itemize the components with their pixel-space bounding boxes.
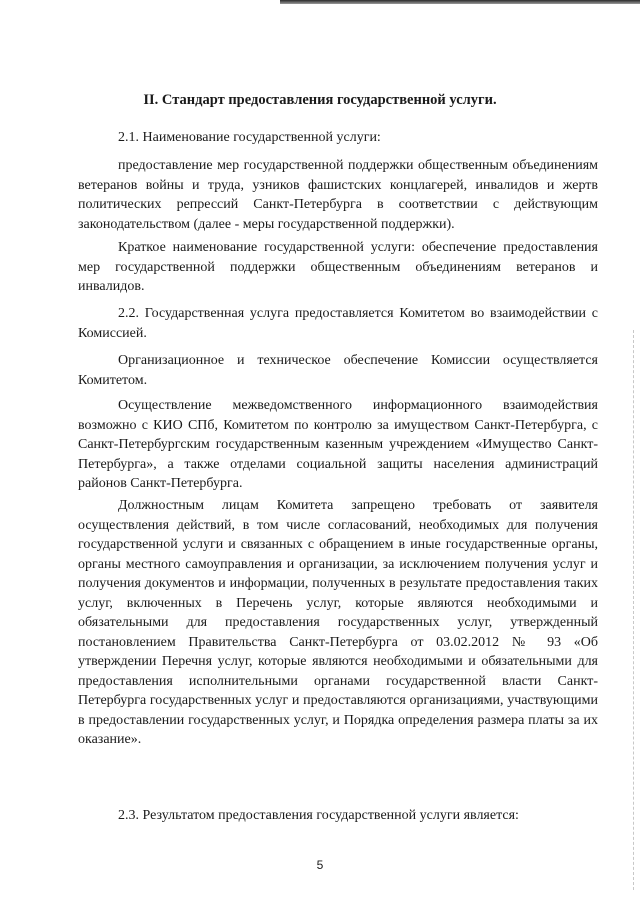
service-result-paragraph: 2.3. Результатом предоставления государственной услуги является: <box>118 808 519 823</box>
organizational-support-paragraph: Организационное и техническое обеспечение Комиссии осуществляется Комитетом. <box>78 353 598 388</box>
service-name-label: 2.1. Наименование государственной услуги: <box>118 130 381 145</box>
scan-margin-marks <box>632 330 634 890</box>
scan-edge-shadow <box>280 0 640 4</box>
page-number: 5 <box>316 858 324 872</box>
section-heading: II. Стандарт предоставления государственной услуги. <box>143 92 497 108</box>
service-provider-paragraph: 2.2. Государственная услуга предоставляется Комитетом во взаимодействии с Комиссией. <box>78 306 598 341</box>
service-name-paragraph: предоставление мер государственной поддержки общественным объединениям ветеранов войны и труда, узников фашистских концлагерей, инвалидов и жертв политических репрессий Санкт-Петербурга в соответствии с действующим законодательством (далее - меры государственной поддержки). <box>78 158 598 232</box>
short-name-paragraph: Краткое наименование государственной услуги: обеспечение предоставления мер государственной поддержки общественным объединениям ветеранов и инвалидов. <box>78 240 598 294</box>
interagency-interaction-paragraph: Осуществление межведомственного информационного взаимодействия возможно с КИО СПб, Комитетом по контролю за имуществом Санкт-Петербурга, с Санкт-Петербургским государственным казенным учреждением «Имущество Санкт-Петербурга», а также отделами социальной защиты населения администраций районов Санкт-Петербурга. <box>78 398 598 491</box>
prohibition-paragraph: Должностным лицам Комитета запрещено требовать от заявителя осуществления действий, в том числе согласований, необходимых для получения государственной услуги и связанных с обращением в иные государственные органы, органы местного самоуправления и организации, за исключением получения услуг и получения документов и информации, полученных в результате предоставления таких услуг, включенных в Перечень услуг, которые являются необходимыми и обязательными для предоставления государственных услуг, утвержденный постановлением Правительства Санкт-Петербурга от 03.02.2012 № 93 «Об утверждении Перечня услуг, которые являются необходимыми и обязательными для предоставления исполнительными органами государственной власти Санкт-Петербурга государственных услуг и предоставляются организациями, участвующими в предоставлении государственных услуг, и Порядка определения размера платы за их оказание». <box>78 498 598 747</box>
